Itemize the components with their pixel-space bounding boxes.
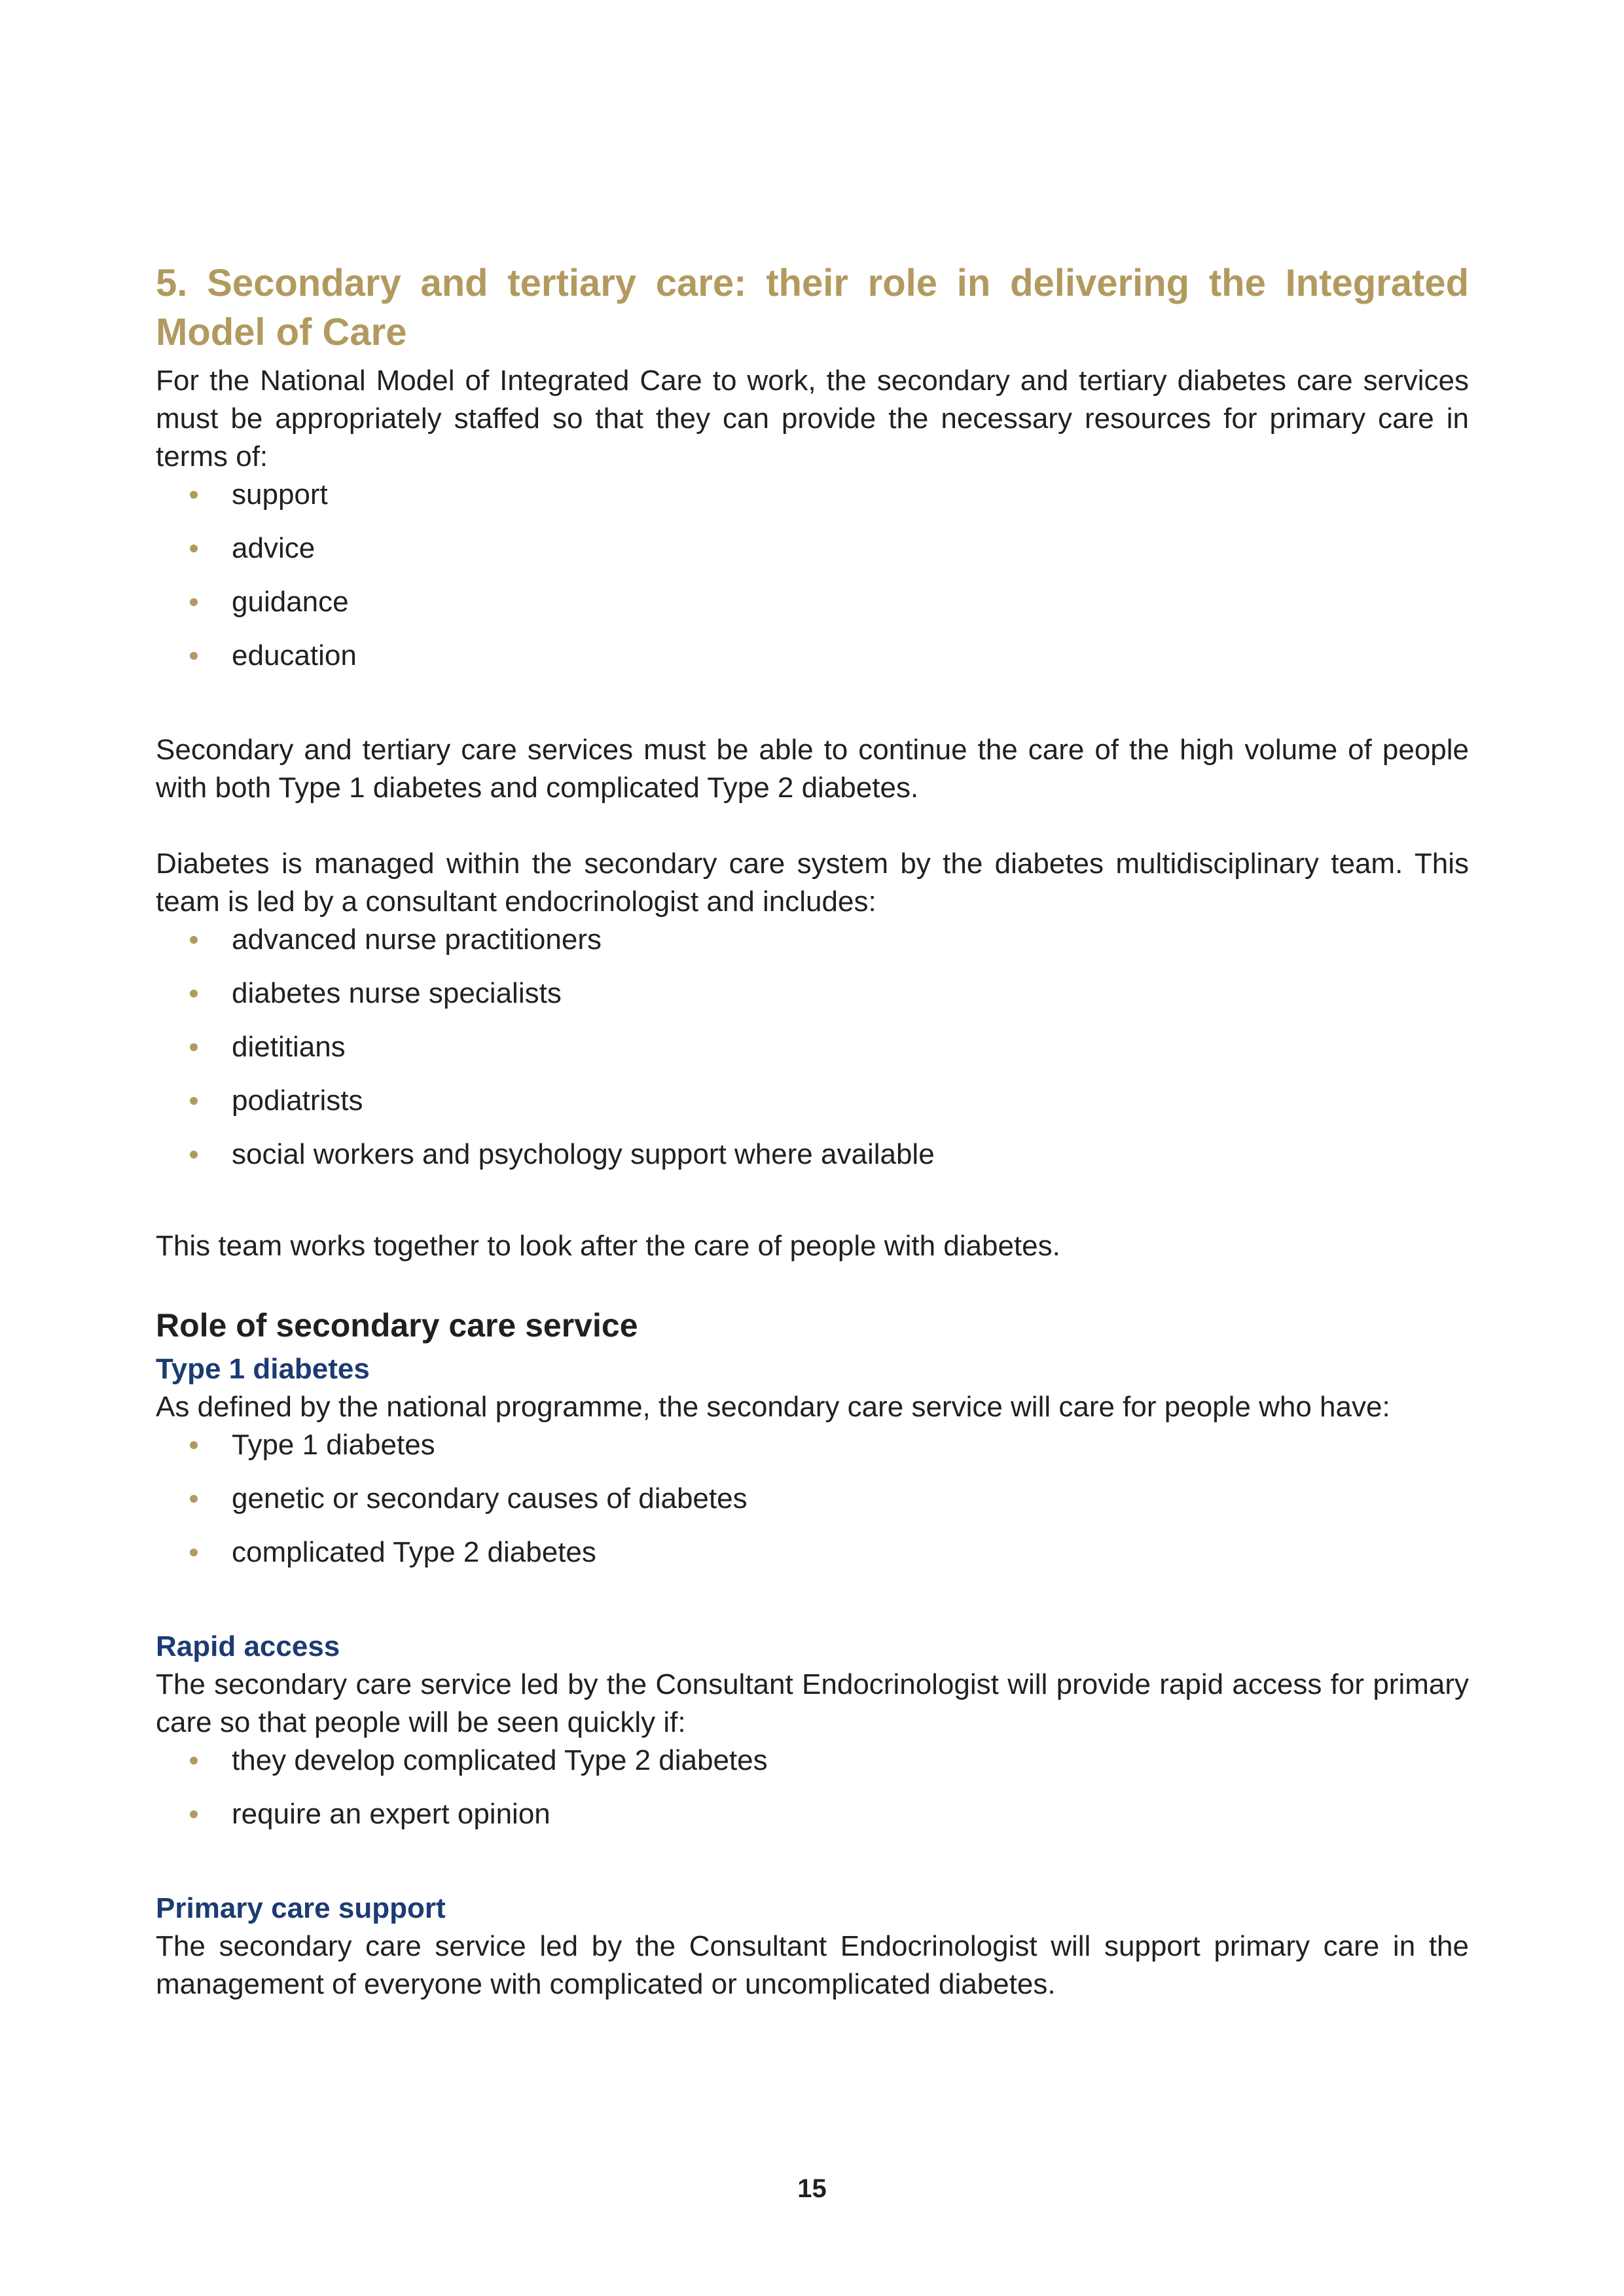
primary-care-support-heading: Primary care support: [156, 1892, 446, 1924]
rapid-access-list: [156, 1742, 1469, 1833]
bullet-icon: [190, 1097, 198, 1105]
bullet-icon: [190, 1151, 198, 1158]
bullet-icon: [190, 1549, 198, 1556]
list-item: diabetes nurse specialists: [190, 975, 1469, 1013]
bullet-icon: [190, 1441, 198, 1449]
rapid-access-heading: Rapid access: [156, 1630, 340, 1662]
type1-intro: As defined by the national programme, the secondary care service will care for people who have:: [156, 1391, 1390, 1423]
list-item: advice: [190, 529, 1469, 567]
list-item: education: [190, 637, 1469, 675]
list-item: guidance: [190, 583, 1469, 621]
rapid-access-intro: The secondary care service led by the Consultant Endocrinologist will provide rapid access for primary care so that people will be seen quickly if:: [156, 1668, 1469, 1738]
list-item: advanced nurse practitioners: [190, 921, 1469, 959]
bullet-icon: [190, 1495, 198, 1503]
document-page: [156, 259, 1469, 2003]
list-item: genetic or secondary causes of diabetes: [190, 1480, 1469, 1518]
primary-care-support-text: The secondary care service led by the Consultant Endocrinologist will support primary care in the management of everyone with complicated or uncomplicated diabetes.: [156, 1930, 1469, 2000]
bullet-icon: [190, 936, 198, 944]
bullet-icon: [190, 652, 198, 660]
list-item: they develop complicated Type 2 diabetes: [190, 1742, 1469, 1780]
page-number: 15: [797, 2174, 827, 2203]
bullet-icon: [190, 990, 198, 997]
list-item: require an expert opinion: [190, 1795, 1469, 1833]
team-intro-paragraph: Diabetes is managed within the secondary care system by the diabetes multidisciplinary team. This team is led by a consultant endocrinologist and includes:: [156, 848, 1469, 918]
list-item: complicated Type 2 diabetes: [190, 1534, 1469, 1571]
bullet-icon: [190, 598, 198, 606]
type1-heading: Type 1 diabetes: [156, 1353, 370, 1385]
bullet-icon: [190, 545, 198, 552]
list-item: social workers and psychology support where available: [190, 1136, 1469, 1174]
list-item: support: [190, 476, 1469, 514]
bullet-icon: [190, 1043, 198, 1051]
team-members-list: [156, 921, 1469, 1174]
team-summary-paragraph: This team works together to look after the care of people with diabetes.: [156, 1230, 1060, 1262]
resources-list: [156, 476, 1469, 675]
continuity-paragraph: Secondary and tertiary care services must be able to continue the care of the high volume of people with both Type 1 diabetes and complicated Type 2 diabetes.: [156, 734, 1469, 804]
list-item: Type 1 diabetes: [190, 1426, 1469, 1464]
intro-paragraph: For the National Model of Integrated Care to work, the secondary and tertiary diabetes care services must be appropriately staffed so that they can provide the necessary resources for primary care in terms of:: [156, 365, 1469, 473]
bullet-icon: [190, 491, 198, 499]
bullet-icon: [190, 1757, 198, 1765]
list-item: podiatrists: [190, 1082, 1469, 1120]
role-heading: Role of secondary care service: [156, 1307, 638, 1344]
section-title: 5. Secondary and tertiary care: their role in delivering the Integrated Model of Care: [156, 262, 1469, 353]
type1-list: [156, 1426, 1469, 1571]
list-item: dietitians: [190, 1028, 1469, 1066]
bullet-icon: [190, 1810, 198, 1818]
